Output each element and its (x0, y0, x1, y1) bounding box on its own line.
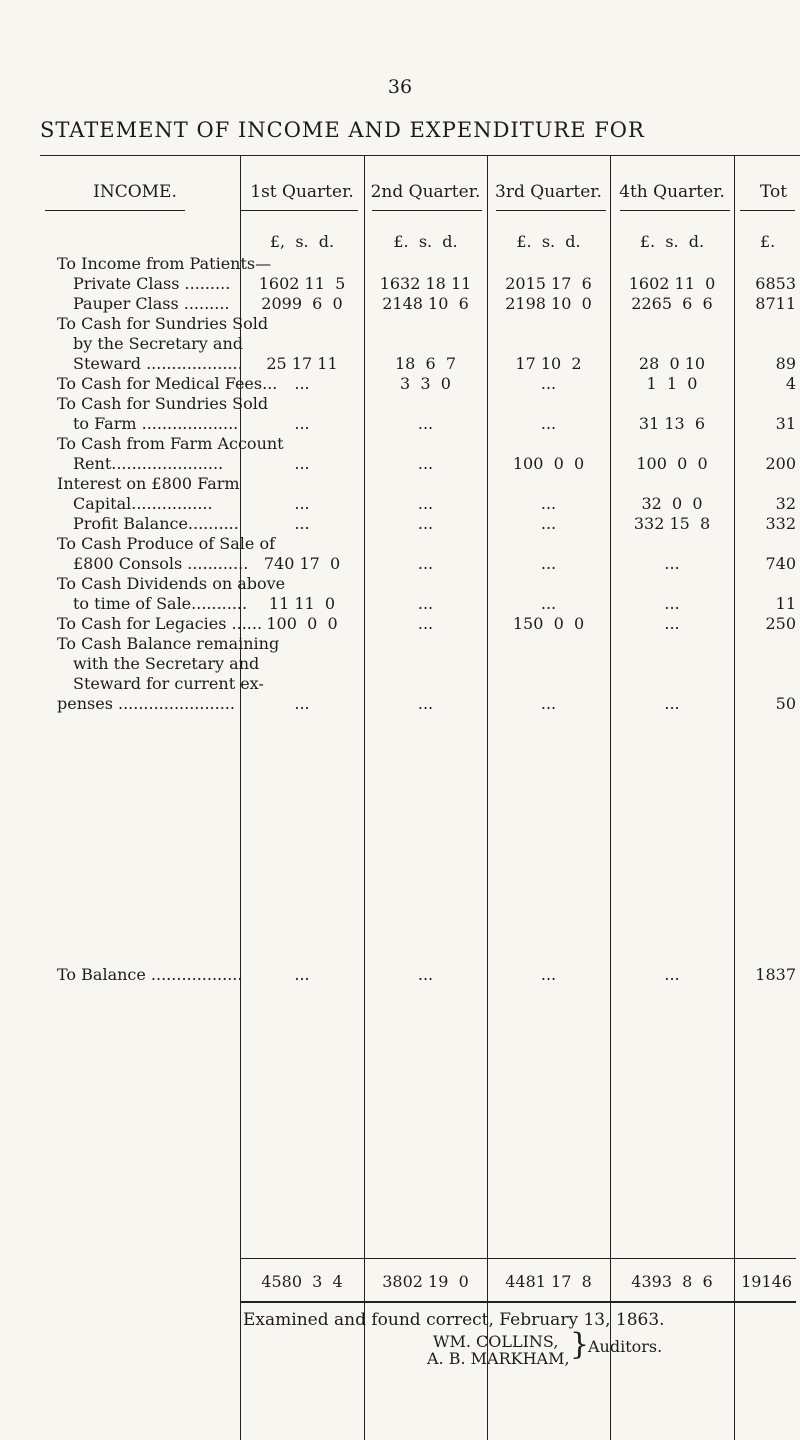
cell-q2: ... (417, 414, 434, 433)
unit-total: £. (760, 232, 776, 251)
row-label-line: Steward for current ex- (73, 674, 264, 693)
cell-q1: ... (294, 454, 310, 473)
cell-q2: ... (417, 694, 434, 713)
cell-q3: ... (540, 694, 557, 713)
row-label-line: To Cash Dividends on above (57, 574, 286, 593)
cell-q4: ... (664, 694, 680, 713)
cell-total: 31 (775, 414, 796, 433)
cell-q4: 2265 6 6 (631, 294, 713, 313)
cell-q3: ... (540, 594, 557, 613)
cell-q1: 100 0 0 (266, 614, 338, 633)
table-bottom-rule (240, 1301, 796, 1303)
cell-q3: ... (540, 494, 557, 513)
row-label-line: Interest on £800 Farm (57, 474, 240, 493)
balance-total: 1837 (755, 965, 796, 984)
cell-q1: 740 17 0 (263, 554, 341, 573)
cell-q1: ... (294, 514, 310, 533)
balance-q2: ... (417, 965, 434, 984)
col-header-total: Tot (760, 182, 788, 202)
totals-rule-total (734, 1258, 796, 1259)
totals-rule-q2 (364, 1258, 487, 1259)
cell-total: 4 (785, 374, 796, 393)
cell-q1: ... (294, 414, 310, 433)
row-label-line: Profit Balance.......... (73, 514, 239, 533)
cell-q3: 150 0 0 (512, 614, 585, 633)
cell-q2: 18 6 7 (394, 354, 457, 373)
totals-rule-q4 (610, 1258, 734, 1259)
row-label-line: To Cash Produce of Sale of (57, 534, 276, 553)
balance-q4: ... (664, 965, 680, 984)
income-header-rule (45, 210, 185, 211)
cell-q4: 332 15 8 (633, 514, 711, 533)
cell-q2: 3 3 0 (400, 374, 451, 393)
col-header-q3: 3rd Quarter. (495, 182, 602, 202)
cell-q2: ... (417, 514, 434, 533)
cell-q3: 2198 10 0 (505, 294, 592, 313)
cell-q1: 2099 6 0 (261, 294, 343, 313)
cell-total: 6853 (755, 274, 796, 293)
cell-q4: 31 13 6 (638, 414, 706, 433)
total-q2: 3802 19 0 (382, 1272, 469, 1291)
row-label-line: To Cash from Farm Account (57, 434, 284, 453)
total-q3: 4481 17 8 (505, 1272, 592, 1291)
q2-header-rule (372, 210, 482, 211)
grand-total: 19146 (741, 1272, 792, 1291)
col-header-q4: 4th Quarter. (619, 182, 725, 202)
cell-q2: 1632 18 11 (379, 274, 472, 293)
balance-q3: ... (540, 965, 557, 984)
unit-q4: £. s. d. (639, 232, 705, 251)
q1-header-rule (240, 210, 358, 211)
cell-q2: ... (417, 614, 434, 633)
cell-q3: 2015 17 6 (505, 274, 592, 293)
balance-label: To Balance .................. (57, 965, 243, 984)
row-label-line: with the Secretary and (73, 654, 260, 673)
cell-q3: ... (540, 374, 557, 393)
total-q1: 4580 3 4 (261, 1272, 343, 1291)
totals-rule-q3 (487, 1258, 610, 1259)
cell-q4: 28 0 10 (638, 354, 706, 373)
cell-total: 332 (765, 514, 796, 533)
cell-q3: 100 0 0 (512, 454, 585, 473)
q3-header-rule (496, 210, 606, 211)
cell-q3: ... (540, 414, 557, 433)
balance-q1: ... (294, 965, 310, 984)
cell-q2: ... (417, 554, 434, 573)
cell-q4: 1602 11 0 (628, 274, 716, 293)
cell-q4: ... (664, 554, 680, 573)
cell-total: 250 (765, 614, 796, 633)
row-label-line: to Farm ................... (73, 414, 239, 433)
row-label-line: To Cash for Sundries Sold (57, 314, 269, 333)
cell-q4: 1 1 0 (646, 374, 698, 393)
cell-q2: 2148 10 6 (382, 294, 469, 313)
unit-q2: £. s. d. (393, 232, 458, 251)
cell-total: 740 (765, 554, 796, 573)
row-label-line: Pauper Class ......... (73, 294, 230, 313)
auditors-role: Auditors. (588, 1337, 663, 1356)
row-label-line: penses ....................... (57, 694, 235, 713)
cell-q3: 17 10 2 (515, 354, 582, 373)
row-label-line: To Cash for Sundries Sold (57, 394, 269, 413)
cell-q1: ... (294, 374, 310, 393)
q4-header-rule (620, 210, 730, 211)
unit-q1: £, s. d. (269, 232, 335, 251)
row-label-line: To Cash for Legacies ...... (57, 614, 263, 633)
cell-q1: 1602 11 5 (258, 274, 346, 293)
cell-q2: ... (417, 454, 434, 473)
cell-q1: ... (294, 694, 310, 713)
page-title: STATEMENT OF INCOME AND EXPENDITURE FOR (40, 118, 645, 142)
cell-total: 32 (775, 494, 796, 513)
col-header-income: INCOME. (93, 182, 177, 202)
cell-q1: 11 11 0 (268, 594, 336, 613)
cell-q1: 25 17 11 (266, 354, 338, 373)
row-label-line: To Cash for Medical Fees... (57, 374, 278, 393)
col-header-q1: 1st Quarter. (250, 182, 354, 202)
cell-q2: ... (417, 494, 434, 513)
col-divider-2 (364, 155, 365, 1440)
cell-q2: ... (417, 594, 434, 613)
cell-q4: ... (664, 614, 680, 633)
totals-rule-q1 (240, 1258, 364, 1259)
row-label-line: To Cash Balance remaining (57, 634, 280, 653)
cell-q3: ... (540, 514, 557, 533)
page-number: 36 (387, 76, 413, 98)
row-label-line: to time of Sale........... (73, 594, 248, 613)
cell-total: 89 (775, 354, 796, 373)
auditor-brace: } (570, 1327, 590, 1362)
cell-total: 50 (775, 694, 796, 713)
row-label-line: £800 Consols ............ (73, 554, 249, 573)
cell-total: 200 (765, 454, 796, 473)
row-label-line: Capital................ (73, 494, 213, 513)
auditor-name-2: A. B. MARKHAM, (427, 1349, 570, 1368)
total-header-rule (740, 210, 795, 211)
row-label-line: Steward ................... (73, 354, 243, 373)
cell-q1: ... (294, 494, 310, 513)
cell-total: 11 (775, 594, 796, 613)
col-divider-4 (610, 155, 611, 1440)
cell-q3: ... (540, 554, 557, 573)
col-header-q2: 2nd Quarter. (370, 182, 481, 202)
audit-note: Examined and found correct, February 13, 1863. (243, 1310, 665, 1330)
col-divider-3 (487, 155, 488, 1440)
row-label-line: by the Secretary and (73, 334, 243, 353)
row-label-line: Private Class ......... (73, 274, 231, 293)
col-divider-5 (734, 155, 735, 1440)
row-label-line: To Income from Patients— (57, 254, 272, 273)
row-label-line: Rent...................... (73, 454, 224, 473)
auditor-name-1: WM. COLLINS, (433, 1332, 559, 1351)
cell-q4: 32 0 0 (641, 494, 703, 513)
cell-total: 8711 (755, 294, 796, 313)
total-q4: 4393 8 6 (631, 1272, 713, 1291)
table-top-rule (40, 155, 800, 156)
cell-q4: ... (664, 594, 680, 613)
unit-q3: £. s. d. (516, 232, 581, 251)
cell-q4: 100 0 0 (636, 454, 708, 473)
